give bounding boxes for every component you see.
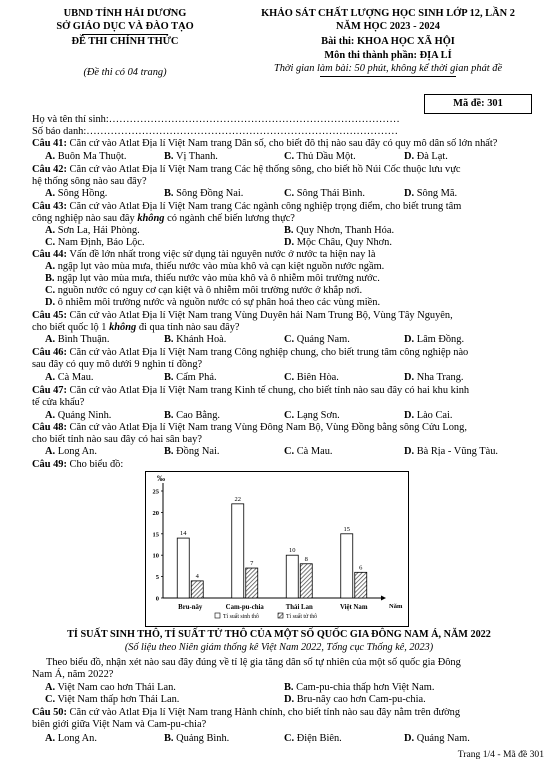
legend-swatch-death xyxy=(278,613,283,618)
q48-option-c[interactable]: C. Cà Mau. xyxy=(284,446,333,457)
q44-option-b[interactable]: B. ngập lụt vào mùa mưa, thiếu nước vào mùa khô và ô nhiễm môi trường nước. xyxy=(45,273,380,284)
exam-subject: Bài thi: KHOA HỌC XÃ HỘI xyxy=(321,36,455,47)
y-tick-label: 10 xyxy=(152,552,159,560)
question-43: Câu 43: Căn cứ vào Atlat Địa lí Việt Nam trang Các ngành công nghiệp trọng điểm, cho biết trung tâm xyxy=(32,201,462,212)
q42-option-c[interactable]: C. Sông Thái Bình. xyxy=(284,188,365,199)
school-year: NĂM HỌC 2023 - 2024 xyxy=(336,21,440,32)
question-49: Câu 49: Cho biểu đồ: xyxy=(32,459,124,470)
exam-code: Mã đề: 301 xyxy=(453,98,503,109)
question-41 xyxy=(32,138,497,150)
chart-source: (Số liệu theo Niên giám thống kê Việt Nam 2022, Tổng cục Thống kê, 2023) xyxy=(124,642,434,653)
category-label: Việt Nam xyxy=(340,604,368,611)
q50-option-b[interactable]: B. Quảng Bình. xyxy=(164,733,230,744)
q49-option-b[interactable]: B. Cam-pu-chia thấp hơn Việt Nam. xyxy=(284,682,435,693)
q43-option-c[interactable]: C. Nam Định, Bảo Lộc. xyxy=(45,237,145,248)
q45-option-c[interactable]: C. Quảng Nam. xyxy=(284,334,350,345)
exam-title: KHẢO SÁT CHẤT LƯỢNG HỌC SINH LỚP 12, LẦN 2 xyxy=(261,8,515,19)
q43-option-b[interactable]: B. Quy Nhơn, Thanh Hóa. xyxy=(284,225,395,236)
question-50: Câu 50: Căn cứ vào Atlat Địa lí Việt Nam trang Hành chính, cho biết tỉnh nào sau đây nằm trên đường xyxy=(32,707,461,718)
question-48-line2: cho biết tỉnh nào sau đây có hai sân bay? xyxy=(32,434,202,445)
q50-option-a[interactable]: A. Long An. xyxy=(45,733,97,744)
q44-option-a[interactable]: A. ngập lụt vào mùa mưa, thiếu nước vào mùa khô và cạn kiệt nguồn nước ngầm. xyxy=(45,261,385,272)
question-43-line2: công nghiệp nào sau đây không có ngành chế biến lương thực? xyxy=(32,213,295,224)
exam-code-box xyxy=(424,94,532,114)
component-subject: Môn thi thành phần: ĐỊA LÍ xyxy=(324,50,452,61)
data-label: 15 xyxy=(343,525,350,533)
bar-death-rate xyxy=(191,581,203,598)
q47-option-c[interactable]: C. Lạng Sơn. xyxy=(284,410,340,421)
q48-option-d[interactable]: D. Bà Rịa - Vũng Tàu. xyxy=(404,446,499,457)
category-label: Bru-nây xyxy=(178,604,203,611)
q41-option-c[interactable]: C. Thủ Dầu Một. xyxy=(284,151,356,162)
question-45: Câu 45: Căn cứ vào Atlat Địa lí Việt Nam trang Vùng Duyên hải Nam Trung Bộ, Vùng Tây Nguyên, xyxy=(32,310,453,321)
q43-option-a[interactable]: A. Sơn La, Hải Phòng. xyxy=(45,225,140,236)
student-name-line: Họ và tên thí sinh:………………………………………………………………………… xyxy=(32,114,400,125)
bar-death-rate xyxy=(300,564,312,598)
question-44: Câu 44: Vấn đề lớn nhất trong việc sử dụng tài nguyên nước ở nước ta hiện nay là xyxy=(32,249,376,260)
q46-option-c[interactable]: C. Biên Hòa. xyxy=(284,372,339,383)
q47-option-b[interactable]: B. Cao Bằng. xyxy=(164,410,221,421)
q42-option-b[interactable]: B. Sông Đồng Nai. xyxy=(164,188,244,199)
question-50-line2: biên giới giữa Việt Nam và Cam-pu-chia? xyxy=(32,719,207,730)
data-label: 10 xyxy=(289,547,296,555)
bar-death-rate xyxy=(355,572,367,598)
question-45-line2: cho biết quốc lộ 1 không đi qua tỉnh nào sau đây? xyxy=(32,322,240,333)
bar-birth-rate xyxy=(286,555,298,598)
q41-option-d[interactable]: D. Đà Lạt. xyxy=(404,151,448,162)
data-label: 7 xyxy=(250,560,254,568)
q46-option-a[interactable]: A. Cà Mau. xyxy=(45,372,94,383)
chart-title: TỈ SUẤT SINH THÔ, TỈ SUẤT TỬ THÔ CỦA MỘT SỐ QUỐC GIA ĐÔNG NAM Á, NĂM 2022 xyxy=(67,629,491,640)
question-42: Câu 42: Căn cứ vào Atlat Địa lí Việt Nam trang Các hệ thống sông, cho biết hồ Núi Cốc thuộc lưu vực xyxy=(32,164,461,175)
q48-option-b[interactable]: B. Đồng Nai. xyxy=(164,446,220,457)
y-tick-label: 15 xyxy=(152,531,159,539)
q45-option-d[interactable]: D. Lâm Đồng. xyxy=(404,334,465,345)
x-axis-label: Năm xyxy=(389,603,403,610)
bar-birth-rate xyxy=(232,504,244,598)
question-46-line2: sau đây có quy mô dưới 9 nghìn tỉ đồng? xyxy=(32,359,203,370)
bar-death-rate xyxy=(246,568,258,598)
legend-label-death: Tỉ suất tử thô xyxy=(286,614,317,620)
question-text: Căn cứ vào Atlat Địa lí Việt Nam trang Dân số, cho biết đô thị nào sau đây có quy mô dân số lớn nhất? xyxy=(69,138,498,149)
q42-option-a[interactable]: A. Sông Hồng. xyxy=(45,188,108,199)
page-count-note: (Đề thi có 04 trang) xyxy=(83,67,167,78)
y-tick-label: 0 xyxy=(155,595,159,603)
q49-option-c[interactable]: C. Việt Nam thấp hơn Thái Lan. xyxy=(45,694,180,705)
category-label: Cam-pu-chia xyxy=(225,604,264,611)
header-left-divider xyxy=(82,34,168,35)
data-label: 22 xyxy=(234,495,241,503)
student-id-line: Số báo danh:……………………………………………………………………………… xyxy=(32,126,398,137)
q49-option-a[interactable]: A. Việt Nam cao hơn Thái Lan. xyxy=(45,682,176,693)
question-42-line2: hệ thống sông nào sau đây? xyxy=(32,176,147,187)
bar-birth-rate xyxy=(177,538,189,598)
q47-option-d[interactable]: D. Lào Cai. xyxy=(404,410,453,421)
data-label: 4 xyxy=(195,572,199,580)
q50-option-c[interactable]: C. Điện Biên. xyxy=(284,733,342,744)
question-49-stem: Theo biểu đồ, nhận xét nào sau đây đúng về tỉ lệ gia tăng dân số tự nhiên của một số quốc gia Đông xyxy=(46,657,461,668)
q46-option-d[interactable]: D. Nha Trang. xyxy=(404,372,464,383)
question-46: Câu 46: Căn cứ vào Atlat Địa lí Việt Nam trang Công nghiệp chung, cho biết trung tâm công nghiệp nào xyxy=(32,347,469,358)
bar-chart xyxy=(145,471,407,625)
q44-option-c[interactable]: C. nguồn nước có nguy cơ cạn kiệt và ô nhiễm môi trường nước ở khắp nơi. xyxy=(45,285,363,296)
q49-option-d[interactable]: D. Bru-nây cao hơn Cam-pu-chia. xyxy=(284,694,426,705)
q42-option-d[interactable]: D. Sông Mã. xyxy=(404,188,458,199)
question-label: Câu 41: xyxy=(32,138,67,149)
y-axis-unit: ‰ xyxy=(157,474,165,483)
q44-option-d[interactable]: D. ô nhiễm môi trường nước và nguồn nước có sự phân hoá theo các vùng miền. xyxy=(45,297,381,308)
data-label: 14 xyxy=(180,530,187,538)
q45-option-b[interactable]: B. Khánh Hoà. xyxy=(164,334,227,345)
time-note: Thời gian làm bài: 50 phút, không kể thời gian phát đề xyxy=(273,63,503,74)
q41-option-b[interactable]: B. Vị Thanh. xyxy=(164,151,218,162)
page-footer: Trang 1/4 - Mã đề 301 xyxy=(457,749,544,760)
authority-name: UBND TỈNH HẢI DƯƠNG xyxy=(63,8,187,19)
q47-option-a[interactable]: A. Quảng Ninh. xyxy=(45,410,112,421)
header-right-divider xyxy=(320,76,456,77)
department-name: SỞ GIÁO DỤC VÀ ĐÀO TẠO xyxy=(56,21,194,32)
legend-swatch-birth xyxy=(215,613,220,618)
question-47: Câu 47: Căn cứ vào Atlat Địa lí Việt Nam trang Kinh tế chung, cho biết tỉnh nào sau đây có hai khu kinh xyxy=(32,385,470,396)
y-tick-label: 20 xyxy=(152,509,159,517)
official-label: ĐỀ THI CHÍNH THỨC xyxy=(71,36,179,47)
q41-option-a[interactable]: A. Buôn Ma Thuột. xyxy=(45,151,127,162)
q48-option-a[interactable]: A. Long An. xyxy=(45,446,97,457)
question-47-line2: tế cửa khẩu? xyxy=(32,397,85,408)
x-axis-arrow xyxy=(381,596,386,601)
y-tick-label: 5 xyxy=(155,574,159,582)
q45-option-a[interactable]: A. Bình Thuận. xyxy=(45,334,110,345)
legend-label-birth: Tỉ suất sinh thô xyxy=(223,614,259,620)
q50-option-d[interactable]: D. Quảng Nam. xyxy=(404,733,470,744)
bar-birth-rate xyxy=(341,534,353,598)
y-tick-label: 25 xyxy=(152,488,159,496)
category-label: Thái Lan xyxy=(285,604,313,611)
question-49-stem-line2: Nam Á, năm 2022? xyxy=(32,669,114,680)
data-label: 8 xyxy=(304,555,308,563)
q46-option-b[interactable]: B. Cẩm Phả. xyxy=(164,372,217,383)
q43-option-d[interactable]: D. Mộc Châu, Quy Nhơn. xyxy=(284,237,392,248)
question-48: Câu 48: Căn cứ vào Atlat Địa lí Việt Nam trang Vùng Đông Nam Bộ, Vùng Đồng bằng sông Cửu Long, xyxy=(32,422,467,433)
data-label: 6 xyxy=(359,564,363,572)
